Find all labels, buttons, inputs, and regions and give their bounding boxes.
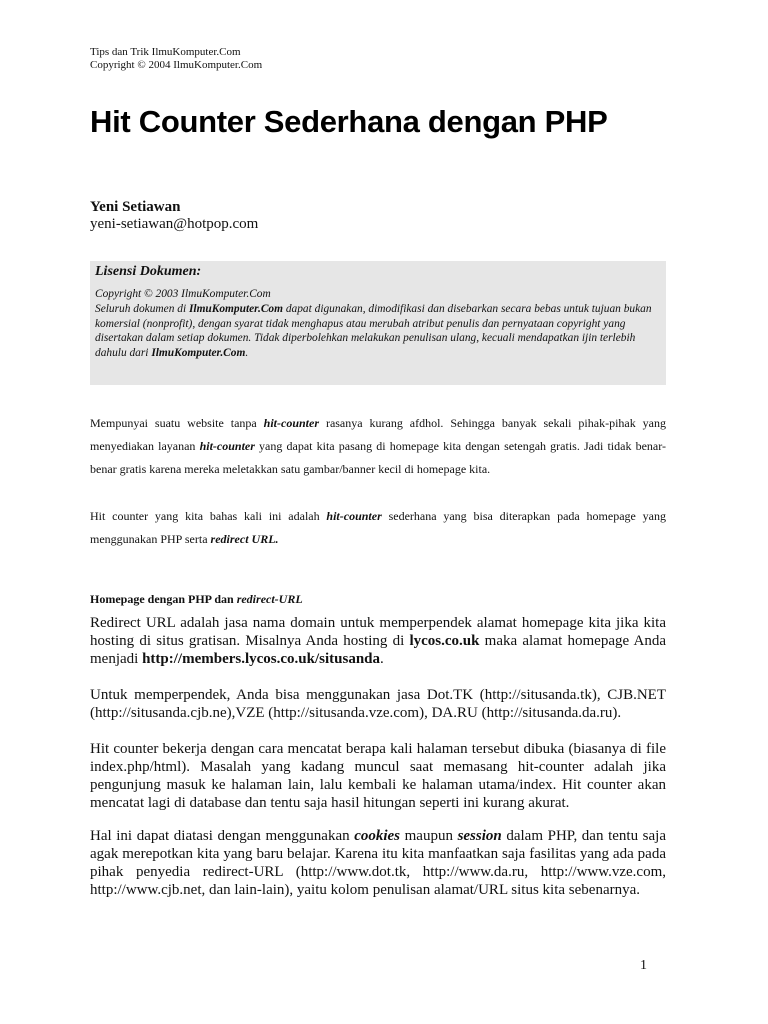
license-site-2: IlmuKomputer.Com — [151, 347, 246, 360]
license-text-1: Seluruh dokumen di — [95, 302, 189, 315]
page-number: 1 — [640, 958, 647, 973]
section-heading — [90, 592, 303, 607]
header-line-2: Copyright © 2004 IlmuKomputer.Com — [90, 59, 263, 71]
intro-p2-term-1: hit-counter — [326, 509, 382, 523]
intro-paragraph-1 — [90, 412, 666, 481]
author-block — [90, 199, 258, 233]
license-title: Lisensi Dokumen: — [95, 264, 202, 279]
intro-p2-text-a: Hit counter yang kita bahas kali ini adalah — [90, 509, 327, 523]
para1-text-e: . — [380, 651, 384, 667]
intro-p1-text-e: yang dapat kita pasang di homepage kita dengan setengah gratis. Jadi tidak benar-benar gratis karena mereka meletakkan satu gambar/banner kecil di homepage kita. — [90, 439, 666, 476]
license-text-2: dapat digunakan, dimodifikasi dan disebarkan secara bebas untuk tujuan bukan komersial (nonprofit), dengan syarat tidak menghapus atau merubah atribut penulis dan pernyataan copyright yang disertakan dalam setiap dokumen. Tidak diperbolehkan melakukan penulisan ulang, kecuali mendapatkan ijin terlebih dahulu dari — [95, 302, 652, 360]
license-body — [95, 287, 661, 361]
section-heading-italic: redirect-URL — [236, 592, 303, 606]
section-heading-text: Homepage dengan PHP dan — [90, 592, 237, 606]
para4-term-session: session — [457, 828, 502, 844]
intro-p1-text-c: rasanya kurang afdhol. Sehingga banyak sekali pihak-pihak yang menyediakan layanan — [90, 416, 666, 453]
intro-p1-text-a: Mempunyai suatu website tanpa — [90, 416, 264, 430]
intro-p2-text-c: sederhana yang bisa diterapkan pada homepage yang menggunakan PHP serta — [90, 509, 666, 546]
intro-p1-term-1: hit-counter — [263, 416, 320, 430]
license-text-3: . — [245, 347, 249, 360]
para4-term-cookies: cookies — [354, 828, 401, 844]
author-name: Yeni Setiawan — [90, 199, 181, 215]
body-paragraph-2: Untuk memperpendek, Anda bisa menggunakan jasa Dot.TK (http://situsanda.tk), CJB.NET (http://situsanda.cjb.ne),VZE (http://situsanda.vze.com), DA.RU (http://situsanda.da.ru). — [90, 687, 666, 721]
para1-url: http://members.lycos.co.uk/situsanda — [142, 651, 381, 667]
para4-text-e: dalam PHP, dan tentu saja agak merepotkan kita yang baru belajar. Karena itu kita manfaatkan saja fasilitas yang ada pada pihak penyedia redirect-URL (http://www.dot.tk, http://www.da.ru, http://www.vze.com, http://www.cjb.net, dan lain-lain), yaitu kolom penulisan alamat/URL situs kita sebenarnya. — [90, 828, 666, 898]
intro-paragraph-2 — [90, 505, 666, 551]
para1-domain: lycos.co.uk — [409, 633, 480, 649]
intro-p2-term-2: redirect URL. — [210, 532, 279, 546]
intro-p1-term-2: hit-counter — [199, 439, 255, 453]
author-email: yeni-setiawan@hotpop.com — [90, 216, 259, 232]
body-paragraph-1 — [90, 614, 666, 668]
para4-text-a: Hal ini dapat diatasi dengan menggunakan — [90, 828, 355, 844]
para1-text-c: maka alamat homepage Anda menjadi — [90, 633, 666, 667]
para4-text-c: maupun — [400, 828, 458, 844]
license-site-1: IlmuKomputer.Com — [188, 302, 283, 315]
para1-text-a: Redirect URL adalah jasa nama domain untuk memperpendek alamat homepage kita jika kita hosting di situs gratisan. Misalnya Anda hosting di — [90, 615, 666, 649]
body-paragraph-3: Hit counter bekerja dengan cara mencatat berapa kali halaman tersebut dibuka (biasanya di file index.php/html). Masalah yang kadang muncul saat memasang hit-counter adalah jika pengunjung masuk ke halaman lain, lalu kembali ke halaman utama/index. Hit counter akan mencatat lagi di database dan tentu saja hasil hitungan seperti ini kurang akurat. — [90, 741, 666, 811]
license-box — [90, 261, 666, 385]
body-paragraph-4 — [90, 827, 666, 899]
document-title: Hit Counter Sederhana dengan PHP — [90, 104, 608, 139]
license-copyright: Copyright © 2003 IlmuKomputer.Com — [95, 288, 271, 300]
header-line-1: Tips dan Trik IlmuKomputer.Com — [90, 46, 241, 58]
running-header — [90, 46, 262, 72]
